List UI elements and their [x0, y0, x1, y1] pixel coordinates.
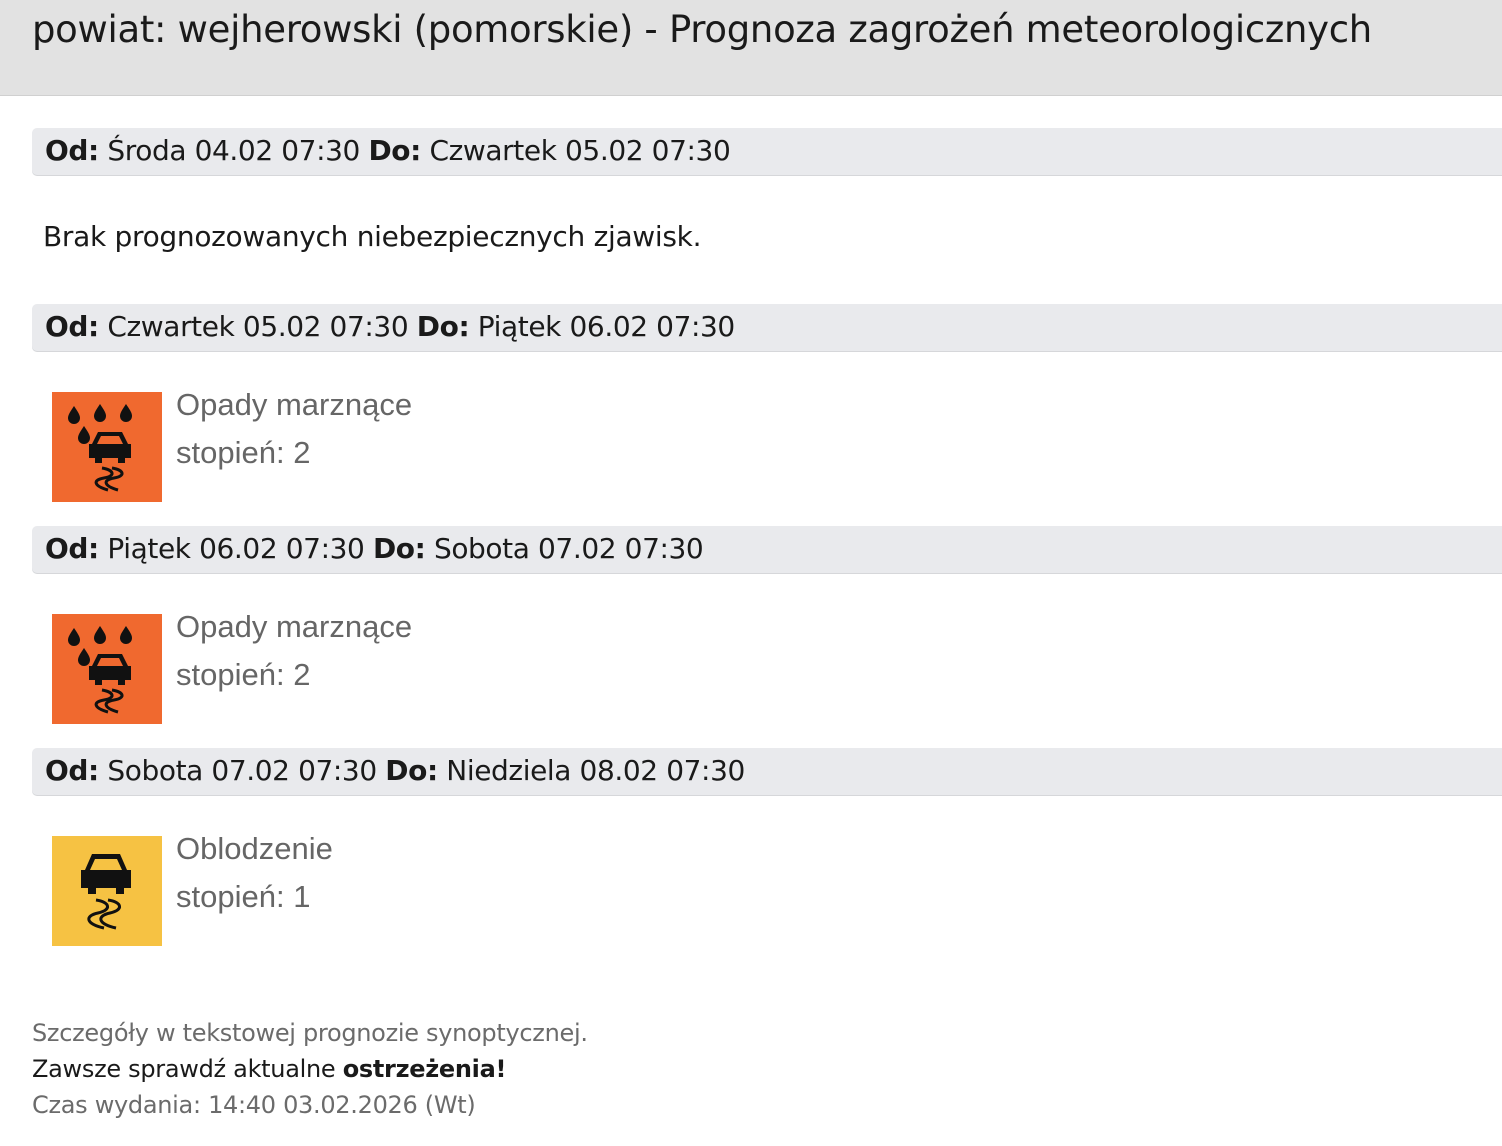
warning-name: Oblodzenie: [176, 831, 333, 866]
warning-level: stopień: 2: [176, 657, 311, 692]
warning-name: Opady marznące: [176, 609, 413, 644]
period-range: [45, 754, 745, 787]
from-date: Piątek 06.02 07:30: [107, 532, 365, 565]
freezing-precipitation-icon: [52, 614, 162, 724]
check-warnings-note: [32, 1055, 506, 1083]
warnings-link[interactable]: ostrzeżenia!: [342, 1055, 507, 1083]
period-bar: [32, 748, 1502, 795]
period-bar: [32, 526, 1502, 573]
to-date: Sobota 07.02 07:30: [433, 532, 704, 565]
issue-time: Czas wydania: 14:40 03.02.2026 (Wt): [32, 1091, 476, 1119]
period-range: [45, 134, 730, 167]
warning-level: stopień: 1: [176, 879, 311, 914]
from-label: Od:: [45, 754, 99, 787]
to-label: Do:: [368, 134, 421, 167]
to-date: Niedziela 08.02 07:30: [446, 754, 745, 787]
check-warnings-prefix: Zawsze sprawdź aktualne: [32, 1055, 343, 1083]
freezing-precipitation-icon: [52, 392, 162, 502]
period-range: [45, 532, 703, 565]
page-header: [0, 0, 1502, 96]
period-bar: [32, 128, 1502, 175]
from-label: Od:: [45, 310, 99, 343]
to-label: Do:: [385, 754, 438, 787]
period-range: [45, 310, 735, 343]
from-date: Środa 04.02 07:30: [107, 134, 360, 167]
synoptic-forecast-note: Szczegóły w tekstowej prognozie synoptycznej.: [32, 1019, 588, 1047]
no-hazard-message: Brak prognozowanych niebezpiecznych zjawisk.: [43, 220, 702, 253]
icy-road-icon: [52, 836, 162, 946]
page-title: powiat: wejherowski (pomorskie) - Prognoza zagrożeń meteorologicznych: [32, 8, 1372, 51]
from-date: Czwartek 05.02 07:30: [107, 310, 409, 343]
warning-name: Opady marznące: [176, 387, 413, 422]
warning-level: stopień: 2: [176, 435, 311, 470]
period-bar: [32, 304, 1502, 351]
to-label: Do:: [372, 532, 426, 565]
to-label: Do:: [416, 310, 470, 343]
from-date: Sobota 07.02 07:30: [107, 754, 377, 787]
from-label: Od:: [45, 532, 99, 565]
from-label: Od:: [45, 134, 99, 167]
to-date: Piątek 06.02 07:30: [477, 310, 735, 343]
to-date: Czwartek 05.02 07:30: [429, 134, 731, 167]
